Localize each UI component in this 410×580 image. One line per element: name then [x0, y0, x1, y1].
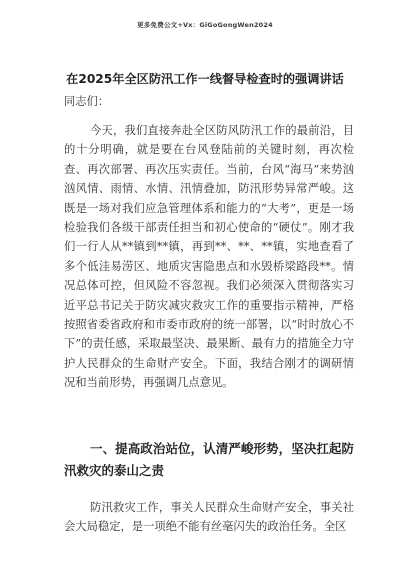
section-paragraph: 防汛救灾工作，事关人民群众生命财产安全，事关社会大局稳定，是一项绝不能有丝毫闪失的政治任务。全区	[64, 501, 354, 534]
body-paragraph: 今天，我们直接奔赴全区防风防汛工作的最前沿，目的十分明确，就是要在台风登陆前的关键时刻，再次检查、再次部署、再次压实责任。当前，台风“海马”来势汹汹风情、雨情、水情、汛情叠加，防汛形势异常严峻。这既是一场对我们应急管理体系和能力的“大考”，更是一场检验我们各级干部责任担当和初心使命的“硬仗”。刚才我们一行人从**镇到**镇，再到**、**、**镇，实地查看了多个低洼易涝区、地质灾害隐患点和水毁桥梁路段**。情况总体可控，但风险不容忽视。我们必须深入贯彻落实习近平总书记关于防灾减灾救灾工作的重要指示精神，严格按照省委省政府和市委市政府的统一部署，以“时时放心不下”的责任感，采取最坚决、最果断、最有力的措施全力守护人民群众的生命财产安全。下面，我结合刚才的调研情况和当前形势，再强调几点意见。	[64, 124, 354, 390]
watermark-text: 更多免费公文+Vx：GiGoGongWen2024	[137, 21, 273, 29]
document-title: 在2025年全区防汛工作一线督导检查时的强调讲话	[66, 72, 344, 86]
section-heading: 一、提高政治站位，认清严峻形势，坚决扛起防汛救灾的泰山之责	[64, 441, 354, 478]
salutation: 同志们：	[64, 95, 110, 108]
